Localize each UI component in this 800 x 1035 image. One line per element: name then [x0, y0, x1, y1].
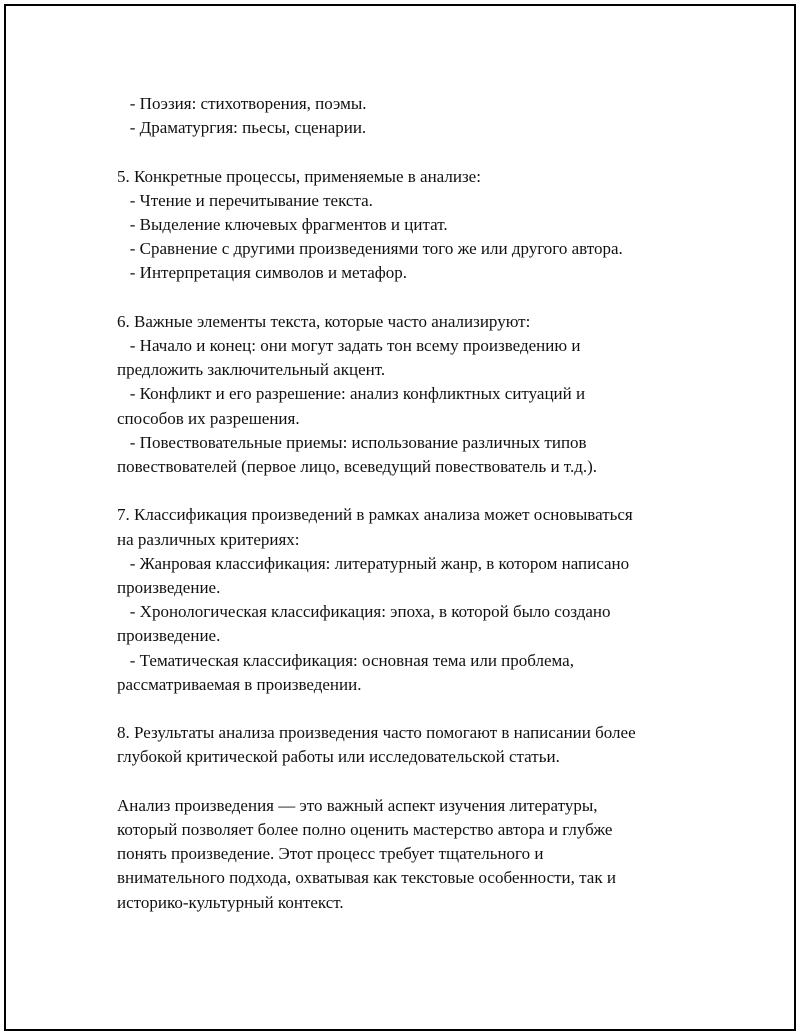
text-line: - Жанровая классификация: литературный жанр, в котором написано [117, 553, 630, 573]
section-heading-8: 8. Результаты анализа произведения часто помогают в написании более [117, 723, 636, 743]
blank-line [117, 770, 692, 794]
text-line: - Хронологическая классификация: эпоха, в которой было создано [117, 602, 611, 622]
text-line: - Повествовательные приемы: использование различных типов [117, 432, 587, 452]
text-line: рассматриваемая в произведении. [117, 674, 362, 694]
conclusion-line: понять произведение. Этот процесс требует тщательного и [117, 844, 544, 864]
document-body [117, 92, 692, 915]
text-line: - Сравнение с другими произведениями того же или другого автора. [117, 239, 623, 259]
text-line: глубокой критической работы или исследовательской статьи. [117, 747, 560, 767]
section-heading-6: 6. Важные элементы текста, которые часто анализируют: [117, 311, 531, 331]
conclusion-line: который позволяет более полно оценить мастерство автора и глубже [117, 820, 613, 840]
text-line: произведение. [117, 578, 221, 598]
text-line: - Драматургия: пьесы, сценарии. [117, 118, 367, 138]
text-line: - Поэзия: стихотворения, поэмы. [117, 94, 367, 113]
text-line: - Выделение ключевых фрагментов и цитат. [117, 215, 448, 234]
conclusion-line: внимательного подхода, охватывая как текстовые особенности, так и [117, 868, 616, 888]
conclusion-line: Анализ произведения — это важный аспект изучения литературы, [117, 795, 598, 815]
text-line: способов их разрешения. [117, 408, 300, 428]
text-line: предложить заключительный акцент. [117, 360, 386, 380]
blank-line [117, 140, 692, 164]
text-line: - Конфликт и его разрешение: анализ конфликтных ситуаций и [117, 384, 586, 404]
text-line: повествователей (первое лицо, всеведущий повествователь и т.д.). [117, 457, 598, 477]
text-line: - Начало и конец: они могут задать тон всему произведению и [117, 336, 581, 355]
section-heading-5: 5. Конкретные процессы, применяемые в анализе: [117, 166, 481, 186]
text-line: - Интерпретация символов и метафор. [117, 263, 408, 283]
text-line: - Чтение и перечитывание текста. [117, 190, 373, 210]
text-line: - Тематическая классификация: основная тема или проблема, [117, 650, 574, 670]
blank-line [117, 479, 692, 503]
text-line: произведение. [117, 626, 221, 646]
section-heading-7: 7. Классификация произведений в рамках анализа может основываться [117, 505, 633, 525]
blank-line [117, 286, 692, 310]
blank-line [117, 697, 692, 721]
conclusion-line: историко-культурный контекст. [117, 892, 344, 912]
text-line: на различных критериях: [117, 529, 300, 549]
